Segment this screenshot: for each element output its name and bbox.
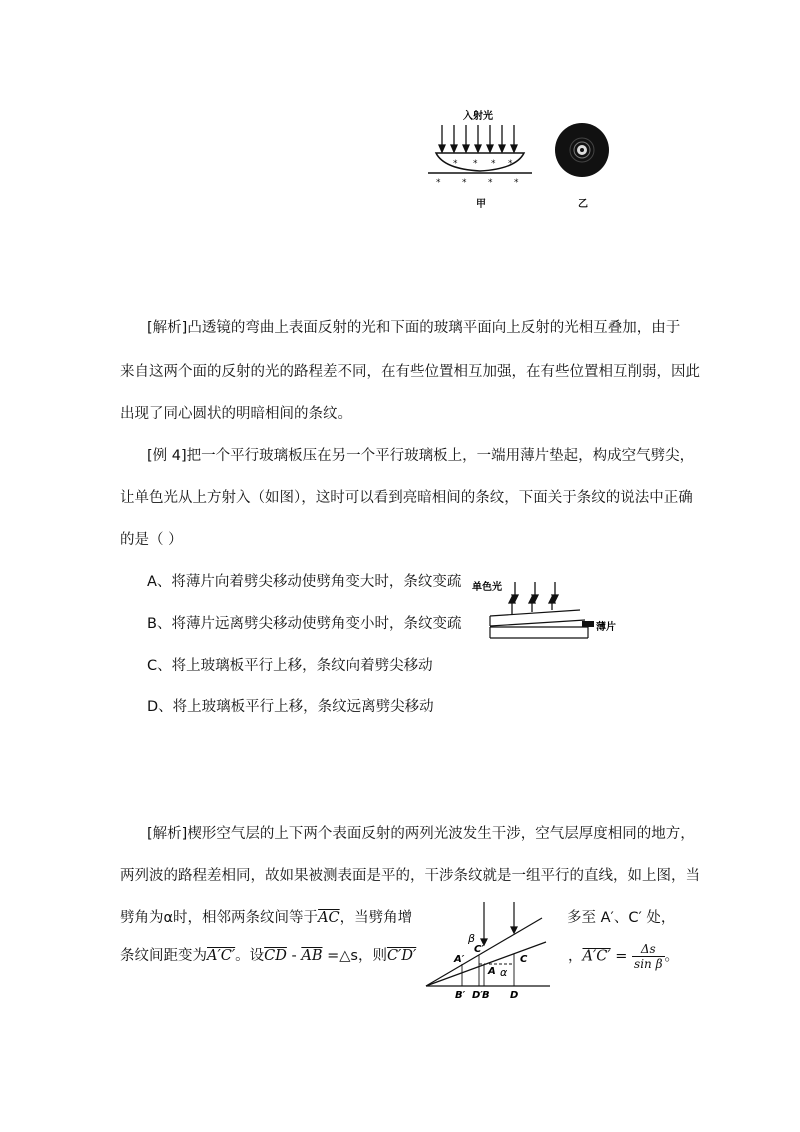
line4-eq: =△s，则 [322, 948, 387, 964]
option-c: C、将上玻璃板平行上移，条纹向着劈尖移动 [147, 658, 433, 674]
line3-part-b: ，当劈角增 [339, 910, 413, 926]
fig-label-yi: 乙 [578, 199, 588, 210]
analysis2-line3-right: 多至 A′、C′ 处， [567, 910, 676, 926]
svg-text:*: * [508, 159, 513, 169]
svg-text:*: * [436, 178, 441, 188]
fig-label-jia: 甲 [476, 199, 486, 210]
analysis1-line1: [解析]凸透镜的弯曲上表面反射的光和下面的玻璃平面向上反射的光相互叠加，由于 [147, 320, 681, 336]
option-b: B、将薄片远离劈尖移动使劈角变小时，条纹变疏 [147, 616, 462, 632]
analysis1-line2: 来自这两个面的反射的光的路程差不同，在有些位置相互加强，在有些位置相互削弱，因此 [120, 364, 700, 380]
example4-line2: 让单色光从上方射入（如图），这时可以看到亮暗相间的条纹，下面关于条纹的说法中正确 [120, 490, 693, 506]
option-d: D、将上玻璃板平行上移，条纹远离劈尖移动 [147, 699, 434, 715]
analysis1-line3: 出现了同心圆状的明暗相间的条纹。 [120, 406, 352, 422]
label-c-prime: C′ [474, 944, 484, 955]
segment-a-prime-c-prime-2: A′C′ [582, 948, 611, 965]
line3-part-a: 劈角为α时，相邻两条纹间等于 [120, 910, 319, 926]
svg-text:*: * [491, 159, 496, 169]
wedge-geometry-diagram [424, 900, 564, 1005]
figure-air-wedge [470, 574, 630, 644]
label-d-prime: D′ [472, 990, 483, 1001]
label-d: D [510, 990, 519, 1001]
option-a: A、将薄片向着劈尖移动使劈角变大时，条纹变疏 [147, 574, 462, 590]
analysis2-line1: [解析]楔形空气层的上下两个表面反射的两列光波发生干涉，空气层厚度相同的地方， [147, 826, 695, 842]
equals-sign: = [610, 948, 633, 965]
incident-light-label: 入射光 [463, 111, 493, 122]
label-b: B [482, 990, 490, 1001]
svg-text:*: * [514, 178, 519, 188]
example4-line1: [例 4]把一个平行玻璃板压在另一个平行玻璃板上，一端用薄片垫起，构成空气劈尖， [147, 448, 695, 464]
analysis2-line4 [120, 946, 416, 966]
svg-text:*: * [453, 159, 458, 169]
analysis2-line4-right [568, 942, 679, 971]
line4-part-b: 。设 [235, 948, 265, 964]
monochrome-light-label: 单色光 [472, 582, 502, 593]
comma: ， [568, 948, 583, 965]
analysis2-line3 [120, 908, 412, 928]
label-c: C [520, 954, 528, 965]
label-b-prime: B′ [455, 990, 466, 1001]
segment-cd: $\overline{CD}$ [264, 948, 287, 964]
svg-text:*: * [488, 178, 493, 188]
label-beta: β [468, 932, 476, 945]
minus-sign: - [286, 948, 302, 964]
svg-text:*: * [473, 159, 478, 169]
newton-rings-icon [553, 120, 613, 180]
analysis2-line2: 两列波的路程差相同，故如果被测表面是平的，干涉条纹就是一组平行的直线，如上图，当 [120, 868, 700, 884]
fraction-denominator: sin β [634, 957, 663, 971]
segment-c-prime-d-prime: C′D′ [386, 948, 417, 964]
line4-part-a: 条纹间距变为 [120, 948, 207, 964]
label-alpha: α [500, 966, 508, 979]
figure-newton-rings-pattern [553, 120, 613, 180]
thin-sheet-label: 薄片 [596, 622, 616, 633]
segment-ac: $\overline{AC}$ [318, 910, 340, 926]
segment-ab: $\overline{AB}$ [301, 948, 323, 964]
example4-line3: 的是（ ） [120, 532, 183, 548]
label-a: A [488, 966, 496, 977]
segment-a-prime-c-prime: A′C′ [207, 948, 236, 964]
fraction [632, 942, 664, 971]
air-wedge-diagram [470, 574, 630, 644]
fraction-numerator: Δs [632, 942, 664, 957]
svg-text:*: * [462, 178, 467, 188]
label-a-prime: A′ [454, 954, 465, 965]
period: 。 [664, 948, 680, 965]
figure-wedge-geometry [424, 900, 564, 1005]
